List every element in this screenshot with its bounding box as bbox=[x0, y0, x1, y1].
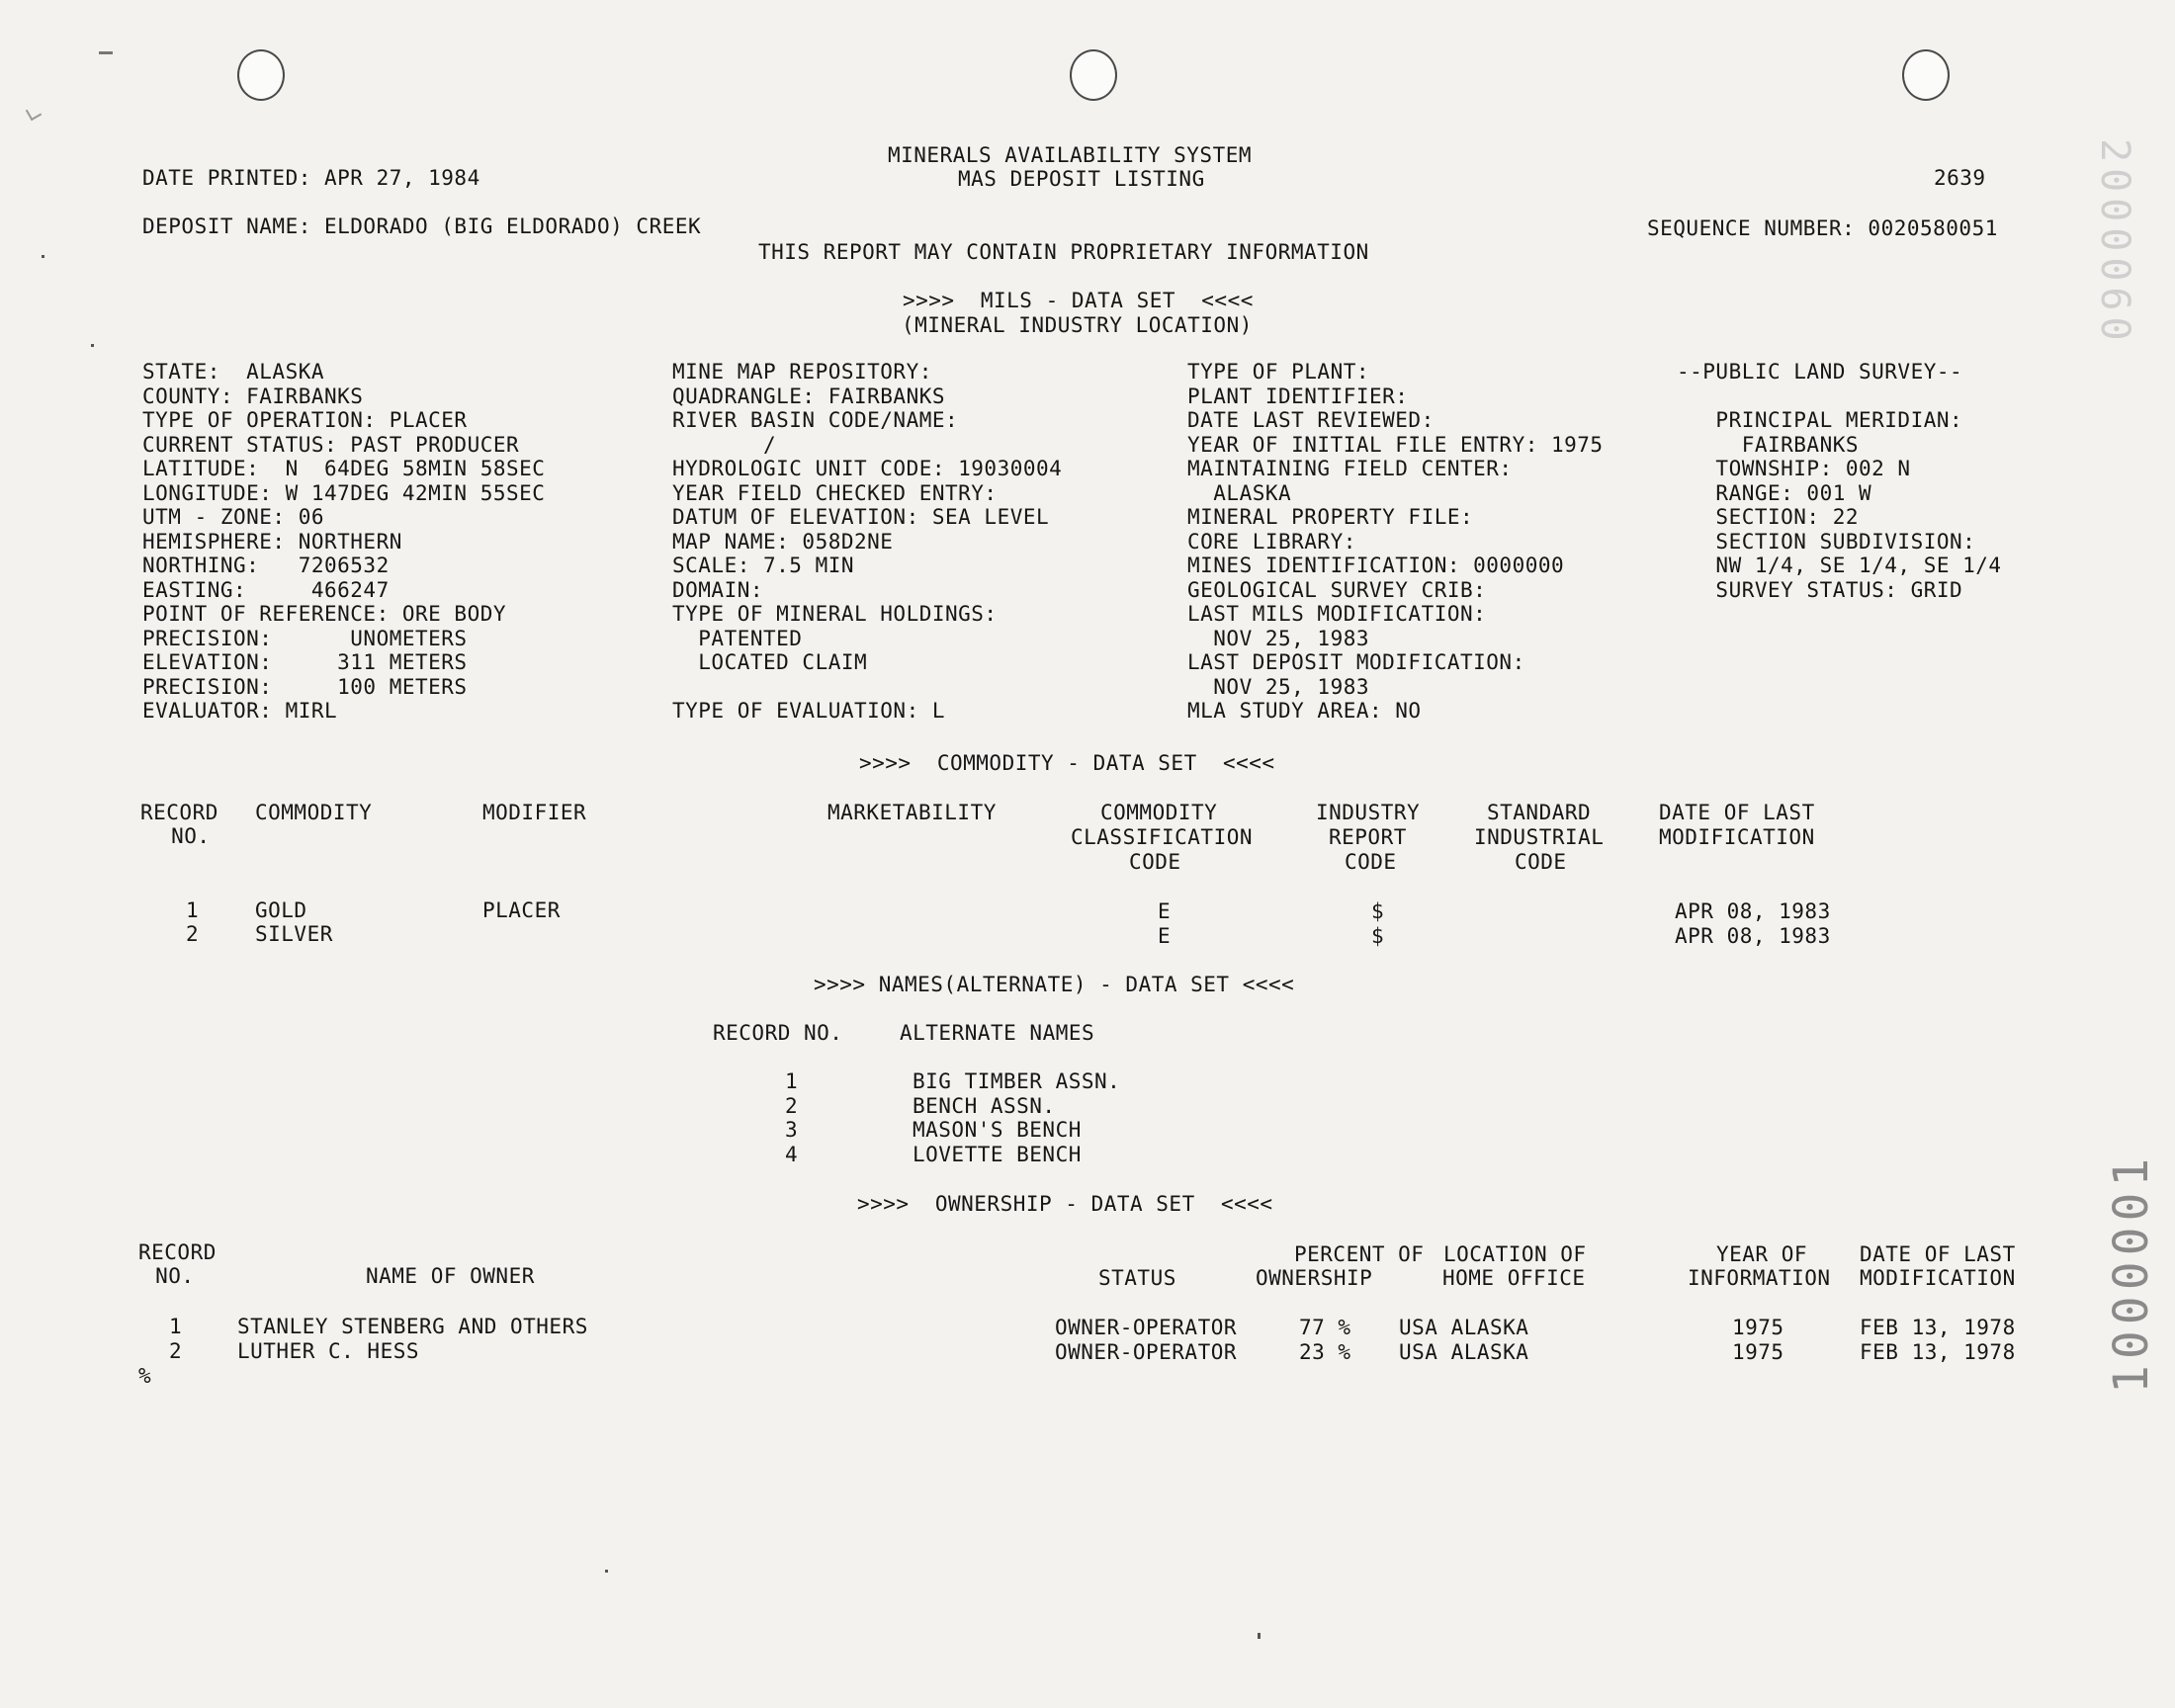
speck bbox=[1258, 1633, 1261, 1639]
modifier: PLACER bbox=[482, 898, 561, 922]
field-line: TOWNSHIP: 002 N bbox=[1677, 457, 1911, 480]
ownership-header-location-2: HOME OFFICE bbox=[1442, 1266, 1586, 1290]
speck bbox=[91, 344, 94, 347]
speck bbox=[26, 105, 42, 121]
field-line: MINES IDENTIFICATION: 0000000 bbox=[1187, 554, 1565, 577]
commodity-header-irc-2: REPORT bbox=[1329, 825, 1407, 849]
field-line: ALASKA bbox=[1187, 480, 1292, 505]
ownership-percent: 23 % bbox=[1299, 1340, 1351, 1364]
field-line: DATE LAST REVIEWED: bbox=[1187, 408, 1435, 432]
alternate-name: BIG TIMBER ASSN. bbox=[913, 1069, 1121, 1093]
ownership-header-date-2: MODIFICATION bbox=[1860, 1266, 2016, 1290]
classification-code: E bbox=[1158, 899, 1172, 923]
field-line: UTM - ZONE: 06 bbox=[142, 505, 325, 529]
field-line: EVALUATOR: MIRL bbox=[142, 699, 338, 723]
commodity-header-date-1: DATE OF LAST bbox=[1659, 801, 1815, 824]
commodity-header-modifier: MODIFIER bbox=[482, 801, 587, 824]
owner-status: OWNER-OPERATOR bbox=[1055, 1340, 1238, 1364]
field-line: NORTHING: 7206532 bbox=[142, 554, 390, 577]
commodity-header-irc-1: INDUSTRY bbox=[1316, 801, 1421, 824]
mils-subtitle: (MINERAL INDUSTRY LOCATION) bbox=[902, 313, 1253, 337]
report-code: $ bbox=[1371, 924, 1385, 948]
home-office: USA ALASKA bbox=[1399, 1316, 1529, 1339]
field-line: COUNTY: FAIRBANKS bbox=[142, 384, 364, 408]
ownership-header-record-no: NO. bbox=[142, 1264, 195, 1288]
commodity-header-ccc-3: CODE bbox=[1129, 850, 1181, 874]
alternate-name: MASON'S BENCH bbox=[913, 1118, 1082, 1142]
field-line: RANGE: 001 W bbox=[1677, 480, 1872, 505]
field-line: PATENTED bbox=[672, 626, 803, 650]
alternate-name: LOVETTE BENCH bbox=[913, 1143, 1082, 1166]
modification-date: FEB 13, 1978 bbox=[1860, 1340, 2016, 1364]
field-line: SECTION: 22 bbox=[1677, 505, 1860, 529]
field-line: --PUBLIC LAND SURVEY-- bbox=[1677, 360, 1963, 384]
punch-hole-left bbox=[237, 49, 285, 101]
field-line: PRINCIPAL MERIDIAN: bbox=[1677, 408, 1963, 432]
field-line: MAP NAME: 058D2NE bbox=[672, 529, 894, 554]
commodity-header-date-2: MODIFICATION bbox=[1659, 825, 1815, 849]
record-no: 2 bbox=[785, 1094, 799, 1118]
commodity-name: SILVER bbox=[255, 922, 333, 946]
commodity-header-sic-1: STANDARD bbox=[1487, 801, 1592, 824]
record-no: 2 bbox=[186, 922, 200, 946]
field-line: LAST MILS MODIFICATION: bbox=[1187, 602, 1487, 626]
field-line: RIVER BASIN CODE/NAME: bbox=[672, 408, 959, 432]
field-line: MINERAL PROPERTY FILE: bbox=[1187, 505, 1474, 529]
field-line: SCALE: 7.5 MIN bbox=[672, 554, 855, 577]
field-line: SURVEY STATUS: GRID bbox=[1677, 577, 1963, 602]
field-line: DOMAIN: bbox=[672, 577, 764, 602]
modification-date: APR 08, 1983 bbox=[1675, 924, 1831, 948]
owner-status: OWNER-OPERATOR bbox=[1055, 1316, 1238, 1339]
field-line: HYDROLOGIC UNIT CODE: 19030004 bbox=[672, 457, 1063, 480]
record-no: 1 bbox=[785, 1069, 799, 1093]
field-line: YEAR OF INITIAL FILE ENTRY: 1975 bbox=[1187, 432, 1604, 457]
ownership-header-year-2: INFORMATION bbox=[1688, 1266, 1831, 1290]
classification-code: E bbox=[1158, 924, 1172, 948]
speck bbox=[42, 255, 44, 258]
field-line: YEAR FIELD CHECKED ENTRY: bbox=[672, 480, 998, 505]
names-header-alternate: ALTERNATE NAMES bbox=[900, 1021, 1095, 1045]
ownership-title: >>>> OWNERSHIP - DATA SET <<<< bbox=[857, 1192, 1273, 1216]
field-line: STATE: ALASKA bbox=[142, 360, 325, 384]
owner-name: LUTHER C. HESS bbox=[237, 1339, 420, 1363]
field-line: MLA STUDY AREA: NO bbox=[1187, 699, 1422, 723]
page-number: 2639 bbox=[1934, 166, 1986, 190]
record-no: 2 bbox=[169, 1339, 183, 1363]
punch-hole-center bbox=[1070, 49, 1117, 101]
commodity-header-ccc-2: CLASSIFICATION bbox=[1071, 825, 1254, 849]
field-line: NW 1/4, SE 1/4, SE 1/4 bbox=[1677, 554, 2002, 577]
listing-title: MAS DEPOSIT LISTING bbox=[958, 167, 1205, 191]
record-no: 1 bbox=[186, 898, 200, 922]
system-title: MINERALS AVAILABILITY SYSTEM bbox=[888, 143, 1253, 167]
field-line: LOCATED CLAIM bbox=[672, 650, 868, 674]
field-line: MINE MAP REPOSITORY: bbox=[672, 360, 932, 384]
alternate-name: BENCH ASSN. bbox=[913, 1094, 1056, 1118]
ownership-header-status: STATUS bbox=[1098, 1266, 1176, 1290]
commodity-header-sic-2: INDUSTRIAL bbox=[1474, 825, 1605, 849]
home-office: USA ALASKA bbox=[1399, 1340, 1529, 1364]
owner-name: STANLEY STENBERG AND OTHERS bbox=[237, 1315, 588, 1338]
record-no: 4 bbox=[785, 1143, 799, 1166]
commodity-header-irc-3: CODE bbox=[1345, 850, 1397, 874]
speck bbox=[605, 1570, 608, 1573]
report-code: $ bbox=[1371, 899, 1385, 923]
field-line: GEOLOGICAL SURVEY CRIB: bbox=[1187, 577, 1487, 602]
field-line: LATITUDE: N 64DEG 58MIN 58SEC bbox=[142, 457, 546, 480]
faint-side-number: 2000060 bbox=[2092, 138, 2137, 347]
commodity-header-sic-3: CODE bbox=[1515, 850, 1567, 874]
field-line: TYPE OF EVALUATION: L bbox=[672, 699, 946, 723]
field-line: PRECISION: 100 METERS bbox=[142, 674, 468, 699]
field-line: QUADRANGLE: FAIRBANKS bbox=[672, 384, 946, 408]
record-no: 3 bbox=[785, 1118, 799, 1142]
ownership-header-percent-2: OWNERSHIP bbox=[1256, 1266, 1373, 1290]
field-line: CURRENT STATUS: PAST PRODUCER bbox=[142, 432, 520, 457]
names-header-record: RECORD NO. bbox=[713, 1021, 843, 1045]
ownership-header-year-1: YEAR OF bbox=[1716, 1242, 1808, 1266]
ownership-header-record: RECORD bbox=[138, 1240, 217, 1264]
sequence-number: SEQUENCE NUMBER: 0020580051 bbox=[1647, 216, 1998, 240]
names-title: >>>> NAMES(ALTERNATE) - DATA SET <<<< bbox=[814, 973, 1295, 996]
field-line: POINT OF REFERENCE: ORE BODY bbox=[142, 602, 507, 626]
ownership-header-owner: NAME OF OWNER bbox=[366, 1264, 535, 1288]
commodity-title: >>>> COMMODITY - DATA SET <<<< bbox=[859, 751, 1275, 775]
field-line: EASTING: 466247 bbox=[142, 577, 390, 602]
field-line: NOV 25, 1983 bbox=[1187, 626, 1370, 650]
modification-date: APR 08, 1983 bbox=[1675, 899, 1831, 923]
commodity-header-record: RECORD bbox=[140, 801, 218, 824]
field-line: PLANT IDENTIFIER: bbox=[1187, 384, 1409, 408]
commodity-name: GOLD bbox=[255, 898, 307, 922]
deposit-name: DEPOSIT NAME: ELDORADO (BIG ELDORADO) CREEK bbox=[142, 214, 702, 238]
field-line: / bbox=[672, 432, 777, 457]
commodity-header-marketability: MARKETABILITY bbox=[827, 801, 997, 824]
field-line: MAINTAINING FIELD CENTER: bbox=[1187, 457, 1513, 480]
commodity-header-record-no: NO. bbox=[158, 824, 211, 848]
commodity-header-commodity: COMMODITY bbox=[255, 801, 373, 824]
proprietary-notice: THIS REPORT MAY CONTAIN PROPRIETARY INFORMATION bbox=[758, 240, 1369, 264]
year-of-information: 1975 bbox=[1732, 1340, 1784, 1364]
punch-hole-right bbox=[1902, 49, 1950, 101]
field-line: NOV 25, 1983 bbox=[1187, 674, 1370, 699]
field-line: ELEVATION: 311 METERS bbox=[142, 650, 468, 674]
modification-date: FEB 13, 1978 bbox=[1860, 1316, 2016, 1339]
field-line: TYPE OF MINERAL HOLDINGS: bbox=[672, 602, 998, 626]
field-line: TYPE OF OPERATION: PLACER bbox=[142, 408, 468, 432]
field-line: PRECISION: UNOMETERS bbox=[142, 626, 468, 650]
speck bbox=[99, 51, 113, 54]
year-of-information: 1975 bbox=[1732, 1316, 1784, 1339]
ownership-header-date-1: DATE OF LAST bbox=[1860, 1242, 2016, 1266]
field-line: SECTION SUBDIVISION: bbox=[1677, 529, 1976, 554]
field-line: FAIRBANKS bbox=[1677, 432, 1860, 457]
commodity-header-ccc-1: COMMODITY bbox=[1100, 801, 1218, 824]
field-line: LAST DEPOSIT MODIFICATION: bbox=[1187, 650, 1525, 674]
ownership-header-location-1: LOCATION OF bbox=[1443, 1242, 1587, 1266]
field-line: HEMISPHERE: NORTHERN bbox=[142, 529, 402, 554]
field-line: LONGITUDE: W 147DEG 42MIN 55SEC bbox=[142, 480, 546, 505]
field-line: TYPE OF PLANT: bbox=[1187, 360, 1370, 384]
mils-title: >>>> MILS - DATA SET <<<< bbox=[903, 289, 1254, 312]
date-printed: DATE PRINTED: APR 27, 1984 bbox=[142, 166, 480, 190]
field-line: DATUM OF ELEVATION: SEA LEVEL bbox=[672, 505, 1050, 529]
ownership-percent: 77 % bbox=[1299, 1316, 1351, 1339]
record-no: 1 bbox=[169, 1315, 183, 1338]
field-line: CORE LIBRARY: bbox=[1187, 529, 1356, 554]
side-number: 1000001 bbox=[2104, 1152, 2159, 1394]
end-mark: % bbox=[138, 1364, 152, 1388]
ownership-header-percent-1: PERCENT OF bbox=[1294, 1242, 1425, 1266]
